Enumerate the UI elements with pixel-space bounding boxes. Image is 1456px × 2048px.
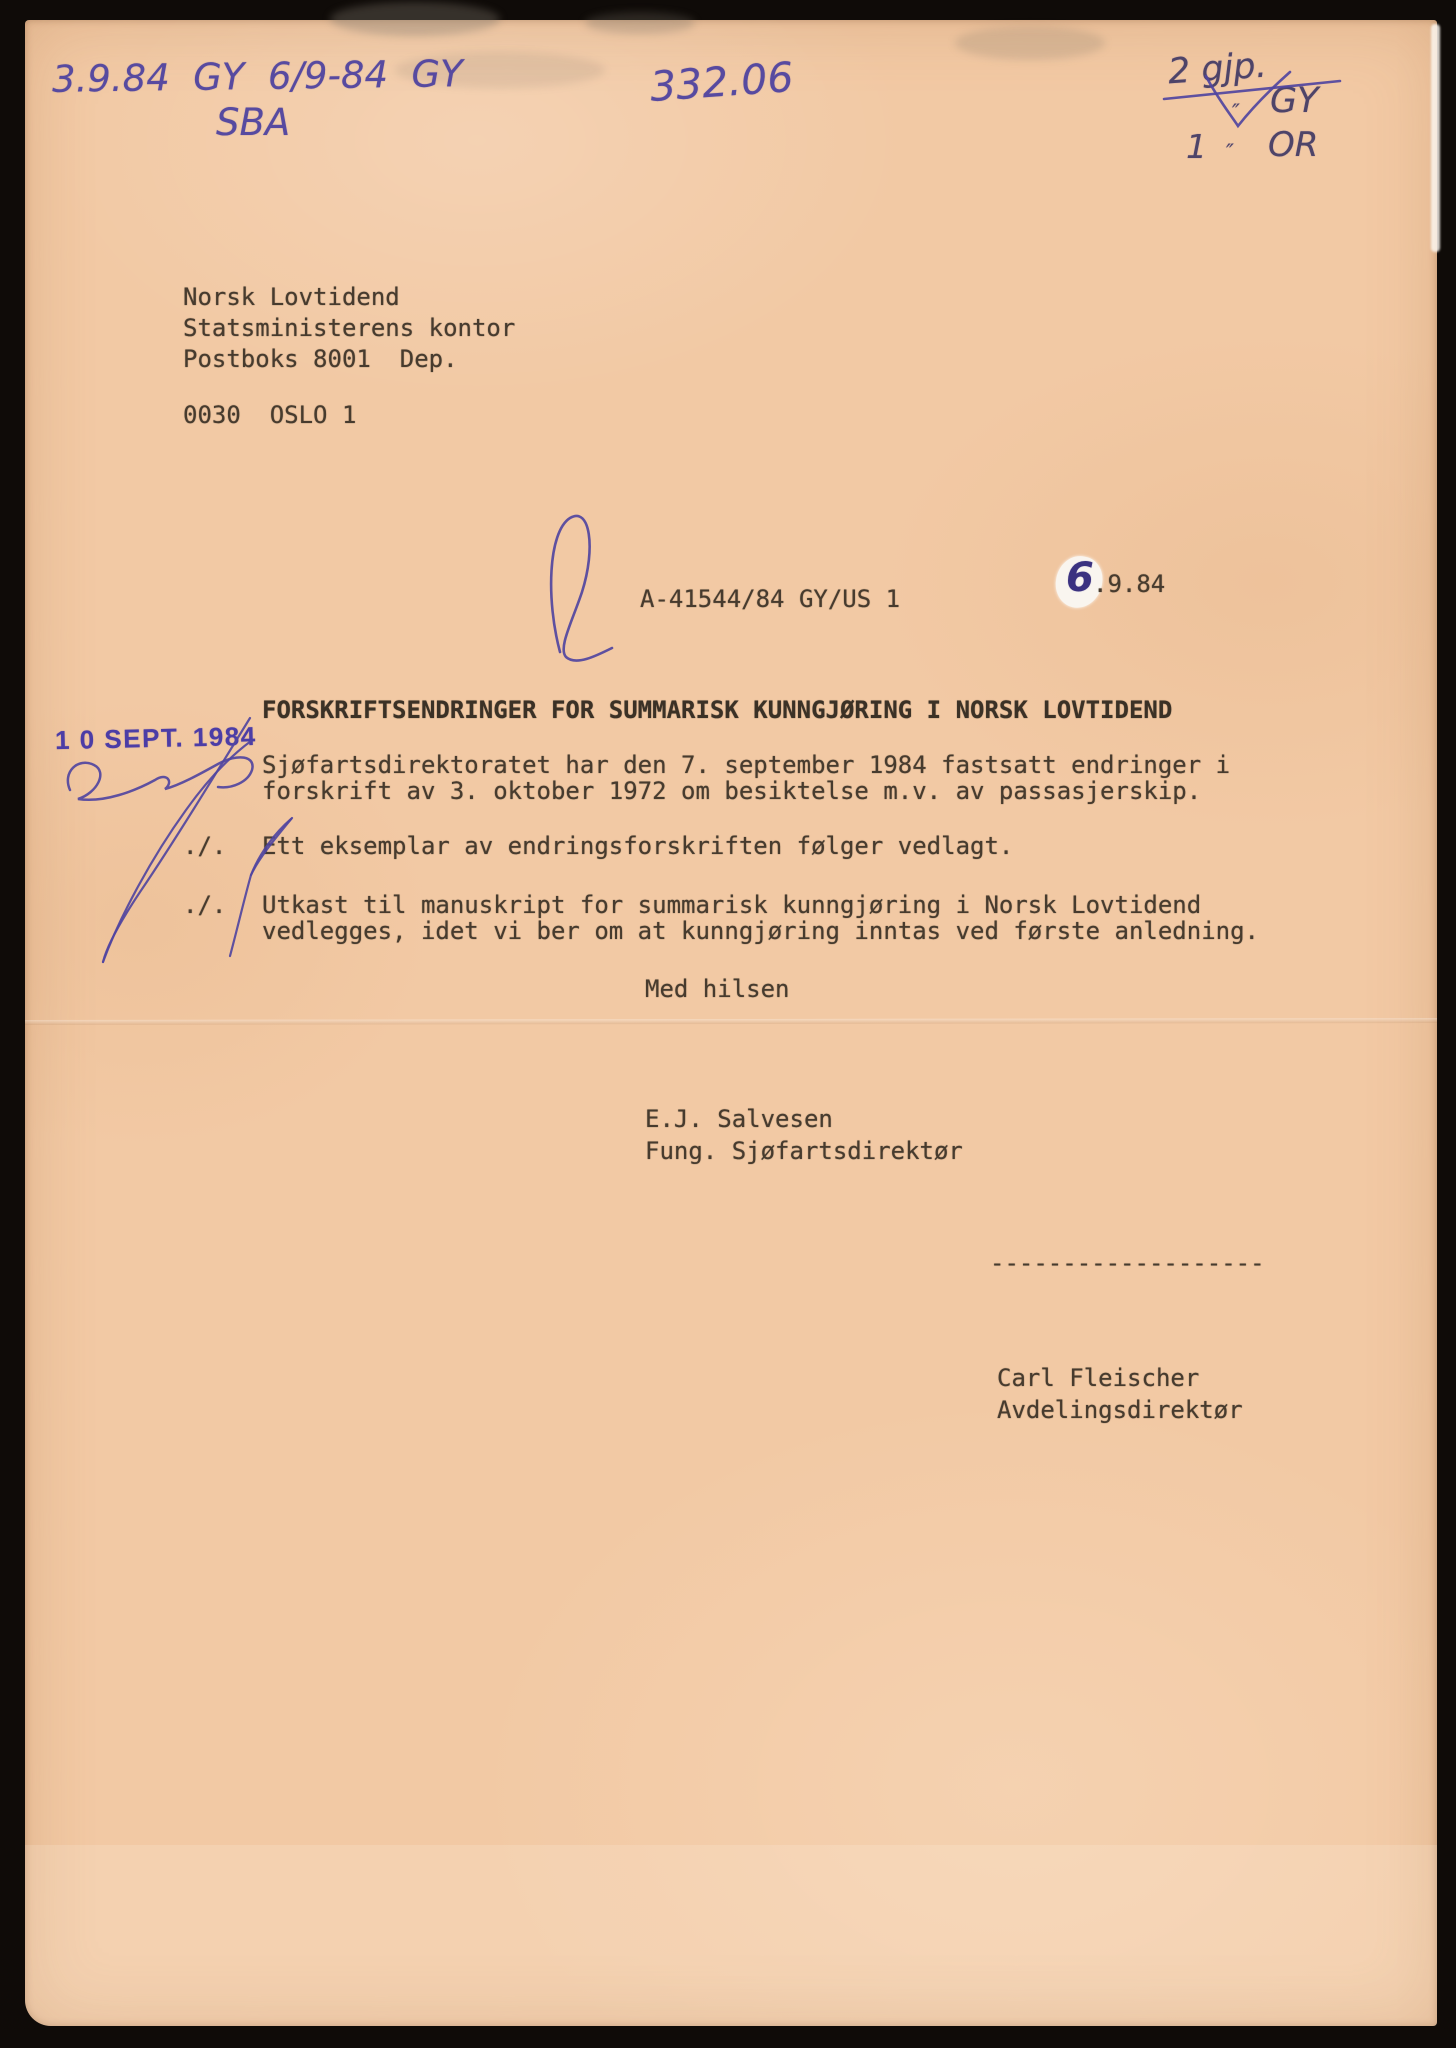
handwritten-date-digit: 6 xyxy=(1066,555,1094,601)
received-date-stamp: 1 0 SEPT. 1984 xyxy=(54,720,257,756)
body-paragraph3-line2: vedlegges, idet vi ber om at kunngjøring inntas ved første anledning. xyxy=(262,917,1259,945)
typed-date: .9.84 xyxy=(1093,570,1166,598)
scan-smudge xyxy=(585,12,695,34)
handwritten-count: 1 xyxy=(1186,127,1207,166)
handwritten-initials-or: OR xyxy=(1268,125,1319,165)
enclosure-mark-1: ./. xyxy=(183,832,227,860)
handwritten-file-number: 332.06 xyxy=(648,53,795,111)
signature-line: ------------------- xyxy=(990,1249,1265,1277)
signer-title: Fung. Sjøfartsdirektør xyxy=(645,1137,963,1165)
body-paragraph2: Ett eksemplar av endringsforskriften følger vedlagt. xyxy=(262,832,1014,860)
subject-line: FORSKRIFTSENDRINGER FOR SUMMARISK KUNNGJØRING I NORSK LOVTIDEND xyxy=(262,696,1173,724)
body-paragraph1-line1: Sjøfartsdirektoratet har den 7. september 1984 fastsatt endringer i xyxy=(262,751,1231,779)
recipient-line-3: Postboks 8001 Dep. xyxy=(183,345,458,373)
scan-smudge xyxy=(330,2,500,36)
handwritten-initials-gy: GY xyxy=(1270,81,1319,121)
recipient-line-2: Statsministerens kontor xyxy=(183,314,516,342)
reference-number: A-41544/84 GY/US 1 xyxy=(640,585,901,613)
recipient-line-1: Norsk Lovtidend xyxy=(183,283,400,311)
cosigner-title: Avdelingsdirektør xyxy=(997,1396,1243,1424)
handwritten-copies-note: 2 gjp. xyxy=(1166,45,1268,93)
body-paragraph1-line2: forskrift av 3. oktober 1972 om besiktelse m.v. av passasjerskip. xyxy=(262,777,1202,805)
paper-edge-highlight xyxy=(1431,24,1440,252)
cosigner-name: Carl Fleischer xyxy=(997,1364,1200,1392)
ditto-mark: ″ xyxy=(1232,100,1240,124)
handwritten-initials-sba: SBA xyxy=(216,101,291,144)
enclosure-mark-2: ./. xyxy=(183,891,227,919)
scan-smudge xyxy=(955,26,1105,60)
signer-name: E.J. Salvesen xyxy=(645,1105,833,1133)
recipient-city-line: 0030 OSLO 1 xyxy=(183,401,357,429)
body-paragraph3-line1: Utkast til manuskript for summarisk kunngjøring i Norsk Lovtidend xyxy=(262,891,1202,919)
paper-tone-band xyxy=(25,1845,1437,2026)
closing-phrase: Med hilsen xyxy=(645,975,790,1003)
ditto-mark: ″ xyxy=(1226,140,1234,164)
handwritten-dates-initials: 3.9.84 GY 6/9-84 GY xyxy=(51,52,464,101)
